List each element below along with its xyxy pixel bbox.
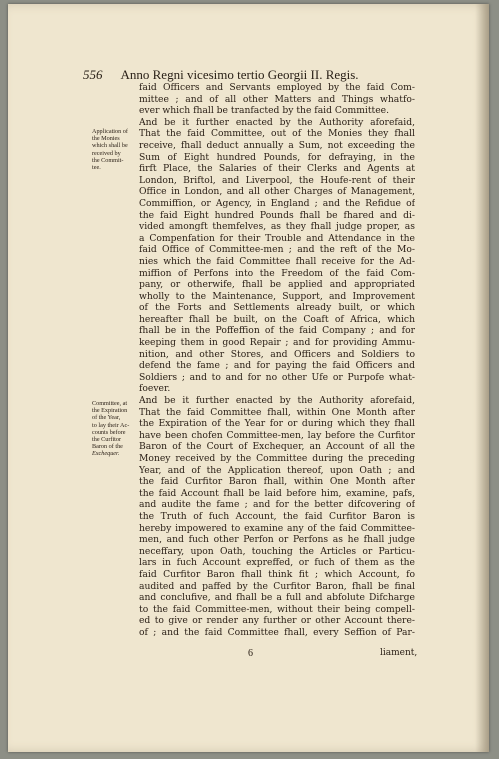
running-title: Anno Regni vicesimo tertio Georgii II. Regis.	[120, 67, 359, 82]
body-line: the faid Account fhall be laid before him, examine, pafs,	[139, 487, 415, 499]
body-line: miffion of Perfons into the Freedom of the faid Com-	[139, 267, 415, 279]
body-line: That the faid Committee fhall, within One Month after	[139, 406, 415, 418]
margin-note-line: tee.	[92, 164, 101, 172]
body-line: the faid Curfitor Baron fhall, within One Month after	[139, 476, 415, 488]
body-line: Commiffion, or Agency, in England ; and the Refidue of	[139, 197, 415, 209]
body-line: wholly to the Maintenance, Support, and Improvement	[139, 290, 415, 302]
body-line: receive, fhall deduct annually a Sum, not exceeding the	[139, 139, 415, 151]
body-line: Office in London, and all other Charges of Management,	[139, 186, 415, 198]
body-line: audited and paffed by the Curfitor Baron, fhall be final	[139, 580, 415, 592]
margin-note-line: Committee, at	[92, 400, 128, 407]
body-line: Soldiers ; and to and for no other Ufe or Purpofe what-	[139, 371, 415, 383]
body-line: foever.	[139, 383, 171, 395]
body-line: to the faid Committee-men, without their being compell-	[139, 603, 415, 615]
body-line: have been chofen Committee-men, lay before the Curfitor	[139, 429, 415, 441]
margin-note-line: which shall be	[92, 142, 128, 150]
body-line: a Compenfation for their Trouble and Attendance in the	[139, 232, 415, 244]
body-line: vided amongft themfelves, as they fhall judge proper, as	[139, 221, 415, 233]
body-line: London, Briftol, and Liverpool, the Houfe-rent of their	[139, 174, 415, 186]
body-line: hereby impowered to examine any of the faid Committee-	[139, 522, 415, 534]
body-line: fhall be in the Poffeffion of the faid Company ; and for	[139, 325, 415, 337]
margin-note-line: Exchequer.	[92, 450, 120, 458]
body-line: the Truth of fuch Account, the faid Curfitor Baron is	[139, 510, 415, 522]
book-page	[8, 4, 489, 752]
margin-note-line: of the Year,	[92, 414, 121, 422]
body-line: of the Forts and Settlements already built, or which	[139, 302, 415, 314]
body-line: faid Officers and Servants employed by the faid Com-	[139, 82, 415, 93]
body-line: firft Place, the Salaries of their Clerks and Agents at	[139, 163, 415, 175]
body-line: the faid Eight hundred Pounds fhall be fhared and di-	[139, 209, 415, 221]
body-line: lars in fuch Account expreffed, or fuch of them as the	[139, 557, 415, 569]
running-header	[83, 67, 423, 83]
body-line: That the faid Committee, out of the Monies they fhall	[139, 128, 415, 140]
catchword: liament,	[380, 648, 418, 658]
body-line: Sum of Eight hundred Pounds, for defraying, in the	[139, 151, 415, 163]
body-line: defend the fame ; and for paying the faid Officers and	[139, 360, 415, 372]
body-line: keeping them in good Repair ; and for providing Ammu-	[139, 337, 415, 349]
margin-note-committee	[92, 400, 138, 458]
page-gutter-shadow	[475, 4, 489, 752]
body-line: And be it further enacted by the Authority aforefaid,	[139, 395, 415, 407]
margin-note-line: Baron of the	[92, 443, 123, 451]
body-line: ed to give or render any further or other Account there-	[139, 615, 415, 627]
margin-note-line: to lay their Ac-	[92, 421, 130, 429]
margin-note-line: Application of	[92, 128, 128, 135]
body-line: nies which the faid Committee fhall receive for the Ad-	[139, 255, 415, 267]
body-line: Money received by the Committee during the preceding	[139, 453, 415, 464]
body-line: faid Curfitor Baron fhall think fit ; which Account, fo	[139, 568, 415, 580]
signature-mark: 6	[248, 648, 253, 659]
margin-note-line: the Monies	[92, 135, 120, 143]
margin-note-line: counts before	[92, 428, 126, 436]
margin-note-line: received by	[92, 149, 121, 157]
body-text	[139, 82, 415, 639]
body-line: nition, and other Stores, and Officers and Soldiers to	[139, 348, 415, 360]
body-line: hereafter fhall be built, on the Coaft of Africa, which	[139, 313, 415, 325]
body-line: the Expiration of the Year for or during which they fhall	[139, 418, 415, 430]
body-line: and audite the fame ; and for the better difcovering of	[139, 499, 415, 511]
page-number: 556	[83, 67, 103, 82]
margin-note-line: the Commit-	[92, 156, 124, 164]
body-line: faid Office of Committee-men ; and the reft of the Mo-	[139, 244, 415, 256]
body-line: men, and fuch other Perfon or Perfons as he fhall judge	[139, 534, 415, 546]
body-line: And be it further enacted by the Authority aforefaid,	[139, 116, 415, 128]
body-line: neceffary, upon Oath, touching the Articles or Particu-	[139, 545, 415, 557]
margin-note-line: the Curfitor	[92, 436, 122, 444]
body-line: and conclufive, and fhall be a full and abfolute Difcharge	[139, 592, 415, 604]
body-line: Year, and of the Application thereof, upon Oath ; and	[139, 464, 415, 476]
body-line: of ; and the faid Committee fhall, every Seffion of Par-	[139, 626, 415, 638]
margin-note-application	[92, 128, 138, 171]
margin-note-line: the Expiration	[92, 407, 128, 415]
body-line: mittee ; and of all other Matters and Things whatfo-	[139, 93, 415, 105]
body-line: ever which fhall be tranfacted by the faid Committee.	[139, 105, 390, 117]
body-line: Baron of the Court of Exchequer, an Account of all the	[139, 441, 415, 453]
body-line: pany, or otherwife, fhall be applied and appropriated	[139, 279, 415, 291]
